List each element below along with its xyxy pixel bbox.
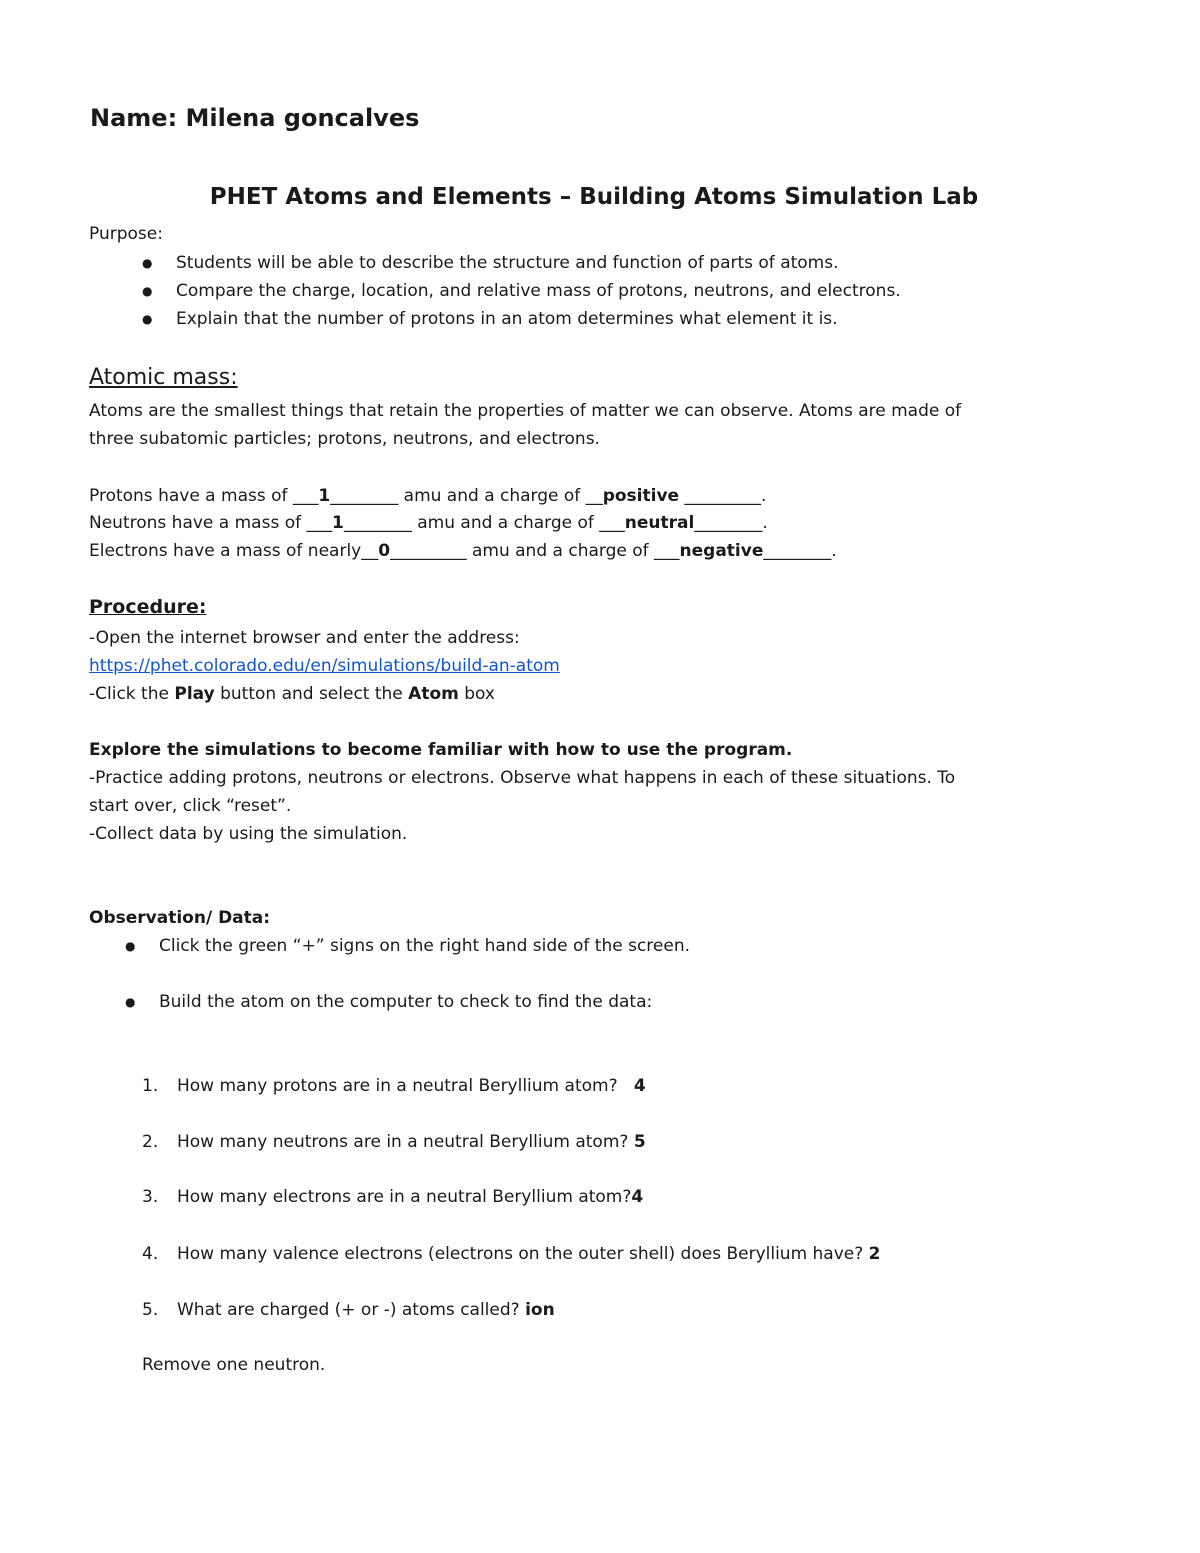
answer-value: 5 — [633, 1132, 646, 1152]
page-title: PHET Atoms and Elements – Building Atoms Simulation Lab — [209, 184, 979, 210]
neutrons-line: Neutrons have a mass of ___1________ amu and a charge of ___neutral________. — [89, 513, 768, 533]
explore-instruction: Explore the simulations to become familiar with how to use the program. — [89, 740, 793, 760]
bullet-icon: ● — [125, 995, 136, 1009]
collect-data-line: -Collect data by using the simulation. — [89, 824, 408, 844]
protons-mass-answer: 1 — [318, 486, 331, 506]
practice-line-1: -Practice adding protons, neutrons or electrons. Observe what happens in each of these situations. To — [89, 768, 956, 788]
remove-neutron-instruction: Remove one neutron. — [142, 1355, 326, 1375]
neutrons-charge-answer: neutral — [624, 513, 695, 533]
electrons-mass-answer: 0 — [378, 541, 391, 561]
protons-line: Protons have a mass of ___1________ amu and a charge of __positive _________. — [89, 486, 767, 506]
observation-heading: Observation/ Data: — [89, 908, 271, 928]
procedure-heading: Procedure: — [89, 596, 207, 618]
phet-simulation-link[interactable]: https://phet.colorado.edu/en/simulations/build-an-atom — [89, 656, 560, 676]
atomic-mass-intro-line-1: Atoms are the smallest things that retain the properties of matter we can observe. Atoms are made of — [89, 401, 962, 421]
neutrons-mass-answer: 1 — [332, 513, 344, 533]
electrons-line: Electrons have a mass of nearly__0_________ amu and a charge of ___negative________. — [89, 541, 837, 561]
procedure-click-play: -Click the Play button and select the Atom box — [89, 684, 495, 704]
bullet-icon: ● — [142, 284, 153, 298]
student-name: Name: Milena goncalves — [90, 104, 420, 132]
answer-value: 4 — [631, 1187, 644, 1207]
answer-value: 4 — [633, 1076, 646, 1096]
bullet-icon: ● — [142, 312, 153, 326]
worksheet-page: Name: Milena goncalves PHET Atoms and Elements – Building Atoms Simulation Lab Purpose: ● Students will be able to describe the structure and function of parts of atoms. ● Compare the charge, location, and relative mass of protons, neutrons, and electrons. ● Explain that the number of protons in an atom determines what element it is. Atomic mass: Atoms are the smallest things that retain the properties of matter we can observe. Atoms are made of three subatomic particles; protons, neutrons, and electrons. Protons have a mass of ___1________ amu and a charge of __positive _________. Neutrons have a mass of ___1________ amu and a charge of ___neutral________. Electrons have a mass of nearly__0_________ amu and a charge of ___negative________. Procedure: -Open the internet browser and enter the address: https://phet.colorado.edu/en/simulations/build-an-atom -Click the Play button and select the Atom box Explore the simulations to become familiar with how to use the program. -Practice adding protons, neutrons or electrons. Observe what happens in each of these situations. To start over, click “reset”. -Collect data by using the simulation. Observation/ Data: ● Click the green “+” signs on the right hand side of the screen. ● Build the atom on the computer to check to find the data: 1. How many protons are in a neutral Beryllium atom? 4 2. How many neutrons are in a neutral Beryllium atom? 5 3. How many electrons are in a neutral Beryllium atom?4 4. How many valence electrons (electrons on the outer shell) does Beryllium have? 2 5. What are charged (+ or -) atoms called? ion Remove one neutron. — [0, 0, 1200, 1553]
bullet-icon: ● — [142, 256, 153, 270]
atomic-mass-heading: Atomic mass: — [89, 365, 238, 390]
answer-value: ion — [525, 1300, 555, 1320]
bullet-icon: ● — [125, 939, 136, 953]
protons-charge-answer: positive — [602, 486, 680, 506]
purpose-label: Purpose: — [89, 224, 163, 244]
practice-line-2: start over, click “reset”. — [89, 796, 292, 816]
atomic-mass-intro-line-2: three subatomic particles; protons, neutrons, and electrons. — [89, 429, 600, 449]
electrons-charge-answer: negative — [679, 541, 764, 561]
answer-value: 2 — [868, 1244, 881, 1264]
procedure-open-browser: -Open the internet browser and enter the address: — [89, 628, 520, 648]
